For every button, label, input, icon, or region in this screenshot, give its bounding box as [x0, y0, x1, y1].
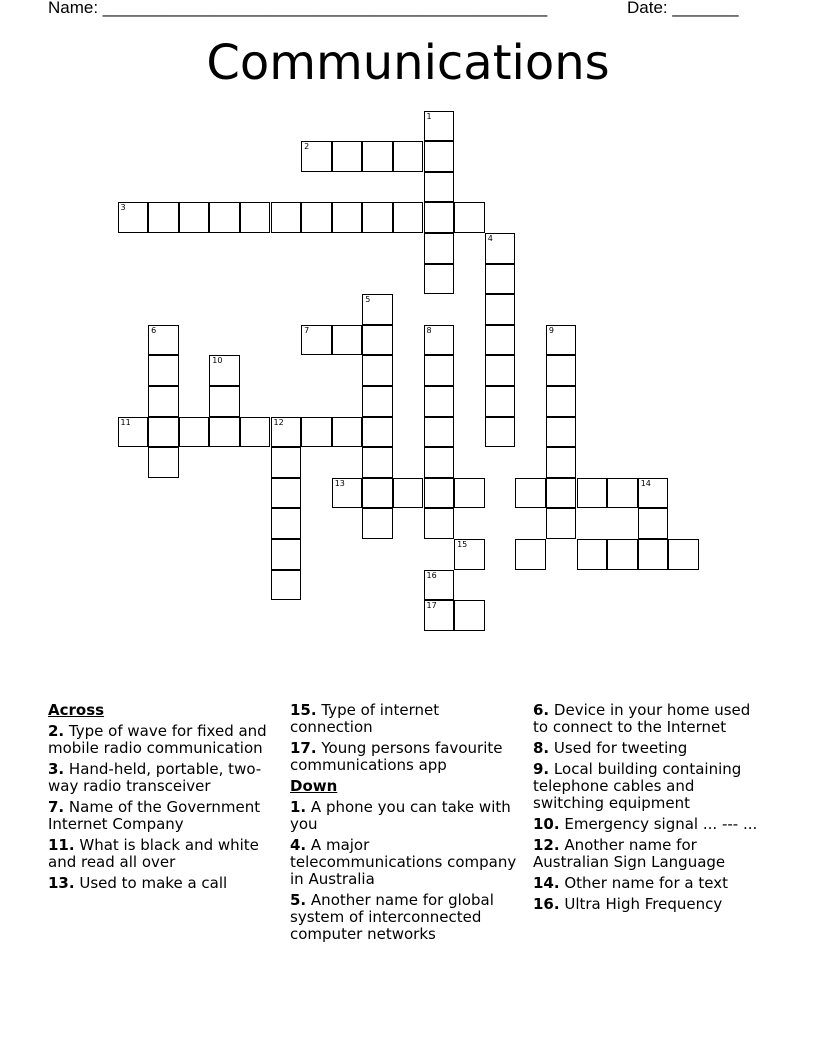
clue-text: What is black and white and read all over	[48, 836, 259, 871]
grid-cell[interactable]	[454, 478, 485, 509]
grid-cell[interactable]	[393, 141, 424, 172]
grid-cell[interactable]	[301, 141, 332, 172]
clue-across-2	[48, 723, 280, 757]
clue-across-15	[290, 702, 526, 736]
cell-number: 6	[151, 325, 157, 335]
cell-number: 7	[304, 325, 310, 335]
grid-cell[interactable]	[424, 417, 455, 448]
grid-cell[interactable]	[271, 570, 302, 601]
cell-number: 11	[120, 417, 131, 427]
grid-cell[interactable]	[485, 417, 516, 448]
clue-number: 11.	[48, 836, 75, 854]
grid-cell[interactable]	[148, 202, 179, 233]
grid-cell[interactable]	[393, 202, 424, 233]
grid-cell[interactable]	[424, 478, 455, 509]
grid-cell[interactable]	[362, 325, 393, 356]
clue-text: Type of wave for fixed and mobile radio communication	[48, 722, 267, 757]
grid-cell[interactable]	[515, 539, 546, 570]
grid-cell[interactable]	[271, 447, 302, 478]
clue-number: 13.	[48, 874, 75, 892]
cell-number: 8	[426, 325, 432, 335]
clue-number: 16.	[533, 895, 560, 913]
grid-cell[interactable]	[362, 447, 393, 478]
grid-cell[interactable]	[638, 539, 669, 570]
clue-number: 6.	[533, 701, 550, 719]
clue-down-4	[290, 837, 526, 888]
clue-text: Type of internet connection	[290, 701, 440, 736]
grid-cell[interactable]	[240, 202, 271, 233]
clue-down-9	[533, 761, 769, 812]
grid-cell[interactable]	[301, 325, 332, 356]
grid-cell[interactable]	[424, 447, 455, 478]
grid-cell[interactable]	[546, 508, 577, 539]
clue-column-3	[533, 702, 769, 917]
grid-cell[interactable]	[485, 386, 516, 417]
down-heading: Down	[290, 777, 338, 795]
grid-cell[interactable]	[271, 539, 302, 570]
clue-down-16	[533, 896, 769, 913]
grid-cell[interactable]	[209, 417, 240, 448]
clue-column-1	[48, 702, 280, 896]
grid-cell[interactable]	[607, 478, 638, 509]
grid-cell[interactable]	[668, 539, 699, 570]
grid-cell[interactable]	[424, 264, 455, 295]
clue-text: Local building containing telephone cables and switching equipment	[533, 760, 742, 812]
grid-cell[interactable]	[485, 355, 516, 386]
clue-number: 7.	[48, 798, 65, 816]
name-field[interactable]: Name: _______________________________________________	[48, 0, 548, 17]
grid-cell[interactable]	[485, 264, 516, 295]
cell-number: 5	[365, 295, 371, 305]
grid-cell[interactable]	[362, 202, 393, 233]
clue-number: 2.	[48, 722, 65, 740]
grid-cell[interactable]	[485, 325, 516, 356]
grid-cell[interactable]	[485, 294, 516, 325]
grid-cell[interactable]	[362, 355, 393, 386]
grid-cell[interactable]	[546, 355, 577, 386]
clue-down-12	[533, 837, 769, 871]
cell-number: 10	[212, 356, 223, 366]
clue-text: A phone you can take with you	[290, 798, 511, 833]
grid-cell[interactable]	[638, 478, 669, 509]
clue-text: Another name for global system of interconnected computer networks	[290, 891, 494, 943]
clue-number: 10.	[533, 815, 560, 833]
grid-cell[interactable]	[271, 417, 302, 448]
clue-down-1	[290, 799, 526, 833]
cell-number: 9	[548, 325, 554, 335]
clue-down-5	[290, 892, 526, 943]
grid-cell[interactable]	[424, 202, 455, 233]
clue-down-10	[533, 816, 769, 833]
grid-cell[interactable]	[179, 417, 210, 448]
cell-number: 1	[426, 111, 432, 121]
cell-number: 4	[487, 234, 493, 243]
grid-cell[interactable]	[424, 233, 455, 264]
clue-across-11	[48, 837, 280, 871]
clue-text: Ultra High Frequency	[564, 895, 723, 913]
grid-cell[interactable]	[240, 417, 271, 448]
cell-number: 17	[426, 601, 437, 611]
grid-cell[interactable]	[148, 417, 179, 448]
grid-cell[interactable]	[454, 600, 485, 631]
clue-text: Young persons favourite communications app	[290, 739, 503, 774]
grid-cell[interactable]	[485, 233, 516, 264]
cell-number: 13	[334, 478, 345, 488]
grid-cell[interactable]	[332, 202, 363, 233]
clue-across-3	[48, 761, 280, 795]
clue-text: Device in your home used to connect to the Internet	[533, 701, 751, 736]
clue-down-14	[533, 875, 769, 892]
grid-cell[interactable]	[362, 386, 393, 417]
puzzle-title: Communications	[206, 35, 610, 91]
grid-cell[interactable]	[607, 539, 638, 570]
clue-number: 12.	[533, 836, 560, 854]
clue-text: Hand-held, portable, two-way radio transceiver	[48, 760, 262, 795]
clue-text: Another name for Australian Sign Language	[533, 836, 726, 871]
grid-cell[interactable]	[424, 141, 455, 172]
cell-number: 14	[640, 478, 651, 488]
clue-down-6	[533, 702, 769, 736]
grid-cell[interactable]	[454, 539, 485, 570]
clue-number: 14.	[533, 874, 560, 892]
grid-cell[interactable]	[332, 478, 363, 509]
grid-cell[interactable]	[332, 417, 363, 448]
cell-number: 16	[426, 570, 437, 580]
cell-number: 12	[273, 417, 284, 427]
grid-cell[interactable]	[424, 172, 455, 203]
clue-number: 17.	[290, 739, 317, 757]
grid-cell[interactable]	[301, 202, 332, 233]
grid-cell[interactable]	[424, 111, 455, 142]
grid-cell[interactable]	[546, 447, 577, 478]
grid-cell[interactable]	[271, 202, 302, 233]
clue-column-2	[290, 702, 526, 947]
grid-cell[interactable]	[393, 478, 424, 509]
across-heading: Across	[48, 701, 105, 719]
grid-cell[interactable]	[424, 508, 455, 539]
grid-cell[interactable]	[362, 508, 393, 539]
clue-text: A major telecommunications company in Australia	[290, 836, 517, 888]
grid-cell[interactable]	[424, 325, 455, 356]
clue-across-13	[48, 875, 280, 892]
grid-cell[interactable]	[118, 417, 149, 448]
clue-text: Other name for a text	[564, 874, 728, 892]
grid-cell[interactable]	[209, 202, 240, 233]
grid-cell[interactable]	[362, 478, 393, 509]
grid-cell[interactable]	[332, 325, 363, 356]
grid-cell[interactable]	[271, 478, 302, 509]
grid-cell[interactable]	[301, 417, 332, 448]
date-field[interactable]: Date: _______	[627, 0, 739, 17]
clue-number: 4.	[290, 836, 307, 854]
clue-number: 3.	[48, 760, 65, 778]
grid-cell[interactable]	[546, 417, 577, 448]
cell-number: 3	[120, 203, 126, 213]
grid-cell[interactable]	[515, 478, 546, 509]
grid-cell[interactable]	[638, 508, 669, 539]
grid-cell[interactable]	[332, 141, 363, 172]
clue-across-7	[48, 799, 280, 833]
grid-cell[interactable]	[118, 202, 149, 233]
grid-cell[interactable]	[209, 355, 240, 386]
clue-across-17	[290, 740, 526, 774]
clue-number: 9.	[533, 760, 550, 778]
clue-number: 8.	[533, 739, 550, 757]
grid-cell[interactable]	[577, 478, 608, 509]
cell-number: 15	[457, 540, 468, 549]
clue-number: 1.	[290, 798, 307, 816]
grid-cell[interactable]	[546, 325, 577, 356]
grid-cell[interactable]	[148, 355, 179, 386]
clue-text: Name of the Government Internet Company	[48, 798, 261, 833]
grid-cell[interactable]	[271, 508, 302, 539]
grid-cell[interactable]	[148, 386, 179, 417]
grid-cell[interactable]	[577, 539, 608, 570]
grid-cell[interactable]	[148, 325, 179, 356]
clue-text: Used to make a call	[79, 874, 228, 892]
clue-number: 5.	[290, 891, 307, 909]
grid-cell[interactable]	[424, 386, 455, 417]
grid-cell[interactable]	[362, 417, 393, 448]
cell-number: 2	[304, 142, 310, 152]
clue-down-8	[533, 740, 769, 757]
grid-cell[interactable]	[362, 294, 393, 325]
grid-cell[interactable]	[179, 202, 210, 233]
grid-cell[interactable]	[362, 141, 393, 172]
clue-text: Emergency signal ... --- ...	[564, 815, 758, 833]
grid-cell[interactable]	[424, 600, 455, 631]
grid-cell[interactable]	[148, 447, 179, 478]
grid-cell[interactable]	[546, 386, 577, 417]
grid-cell[interactable]	[546, 478, 577, 509]
grid-cell[interactable]	[209, 386, 240, 417]
grid-cell[interactable]	[424, 355, 455, 386]
grid-cell[interactable]	[424, 570, 455, 601]
clue-number: 15.	[290, 701, 317, 719]
grid-cell[interactable]	[454, 202, 485, 233]
clue-text: Used for tweeting	[553, 739, 688, 757]
